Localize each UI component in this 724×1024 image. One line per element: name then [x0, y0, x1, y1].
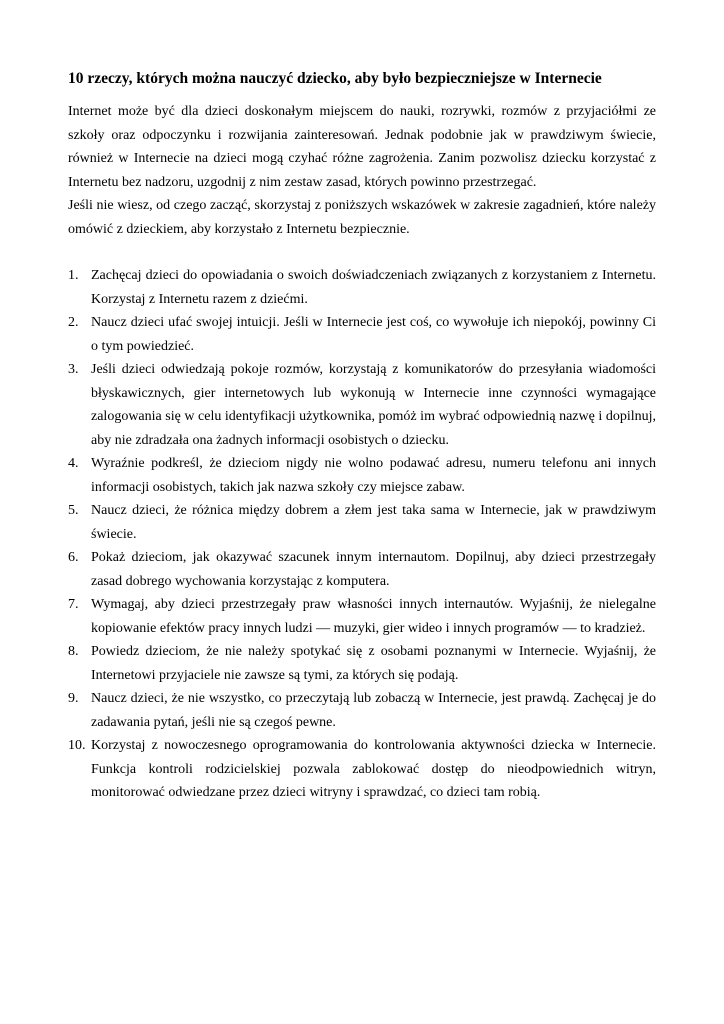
intro-section: [68, 100, 656, 241]
list-item-text: Powiedz dzieciom, że nie należy spotykać się z osobami poznanymi w Internecie. Wyjaśnij, że Internetowi przyjaciele nie zawsze są tymi, za których się podają.: [91, 644, 656, 683]
intro-paragraph: Internet może być dla dzieci doskonałym miejscem do nauki, rozrywki, rozmów z przyjaciółmi ze szkoły oraz odpoczynku i rozwijania zainteresowań. Jednak podobnie jak w prawdziwym świecie, również w Internecie na dzieci mogą czyhać różne zagrożenia. Zanim pozwolisz dziecku korzystać z Internetu bez nadzoru, uzgodnij z nim zestaw zasad, których powinno przestrzegać.: [68, 104, 656, 190]
intro-paragraph: Jeśli nie wiesz, od czego zacząć, skorzystaj z poniższych wskazówek w zakresie zagadnień, które należy omówić z dzieckiem, aby korzystało z Internetu bezpiecznie.: [68, 198, 656, 237]
list-item-text: Pokaż dzieciom, jak okazywać szacunek innym internautom. Dopilnuj, aby dzieci przestrzegały zasad dobrego wychowania korzystając z komputera.: [91, 550, 656, 589]
list-item-number: 3.: [68, 362, 79, 377]
document-page: [68, 68, 656, 805]
list-item-text: Wyraźnie podkreśl, że dzieciom nigdy nie wolno podawać adresu, numeru telefonu ani innych informacji osobistych, takich jak nazwa szkoły czy miejsce zabaw.: [91, 456, 656, 495]
document-title: 10 rzeczy, których można nauczyć dziecko, aby było bezpieczniejsze w Internecie: [68, 70, 602, 87]
list-item-number: 9.: [68, 691, 79, 706]
list-item-text: Naucz dzieci, że nie wszystko, co przeczytają lub zobaczą w Internecie, jest prawdą. Zachęcaj je do zadawania pytań, jeśli nie są czegoś pewne.: [91, 691, 656, 730]
list-item-text: Wymagaj, aby dzieci przestrzegały praw własności innych internautów. Wyjaśnij, że nielegalne kopiowanie efektów pracy innych ludzi — muzyki, gier wideo i innych programów — to kradzież.: [91, 597, 656, 636]
list-item: [68, 593, 656, 640]
list-item: [68, 452, 656, 499]
list-item: [68, 687, 656, 734]
list-item: [68, 640, 656, 687]
list-item-text: Korzystaj z nowoczesnego oprogramowania do kontrolowania aktywności dziecka w Internecie. Funkcja kontroli rodzicielskiej pozwala zablokować dostęp do nieodpowiednich witryn, monitorować odwiedzane przez dzieci witryny i sprawdzać, co dzieci tam robią.: [91, 738, 656, 800]
list-item-text: Zachęcaj dzieci do opowiadania o swoich doświadczeniach związanych z korzystaniem z Internetu. Korzystaj z Internetu razem z dziećmi.: [91, 268, 656, 307]
list-item-number: 10.: [68, 738, 86, 753]
list-item-number: 5.: [68, 503, 79, 518]
list-item: [68, 546, 656, 593]
list-item: [68, 264, 656, 311]
list-item-text: Jeśli dzieci odwiedzają pokoje rozmów, korzystają z komunikatorów do przesyłania wiadomości błyskawicznych, gier internetowych lub wykonują w Internecie inne czynności wymagające zalogowania się w celu identyfikacji użytkownika, pomóż im wybrać odpowiednią nazwę i dopilnuj, aby nie zdradzała ona żadnych informacji osobistych o dziecku.: [91, 362, 656, 448]
list-item-number: 8.: [68, 644, 79, 659]
list-item-text: Naucz dzieci ufać swojej intuicji. Jeśli w Internecie jest coś, co wywołuje ich niepokój, powinny Ci o tym powiedzieć.: [91, 315, 656, 354]
list-item-number: 1.: [68, 268, 79, 283]
list-item-text: Naucz dzieci, że różnica między dobrem a złem jest taka sama w Internecie, jak w prawdziwym świecie.: [91, 503, 656, 542]
list-item-number: 6.: [68, 550, 79, 565]
list-item: [68, 499, 656, 546]
list-item: [68, 358, 656, 452]
list-item-number: 7.: [68, 597, 79, 612]
list-item: [68, 311, 656, 358]
list-item-number: 2.: [68, 315, 79, 330]
tips-list: [68, 264, 656, 805]
list-item-number: 4.: [68, 456, 79, 471]
list-item: [68, 734, 656, 805]
